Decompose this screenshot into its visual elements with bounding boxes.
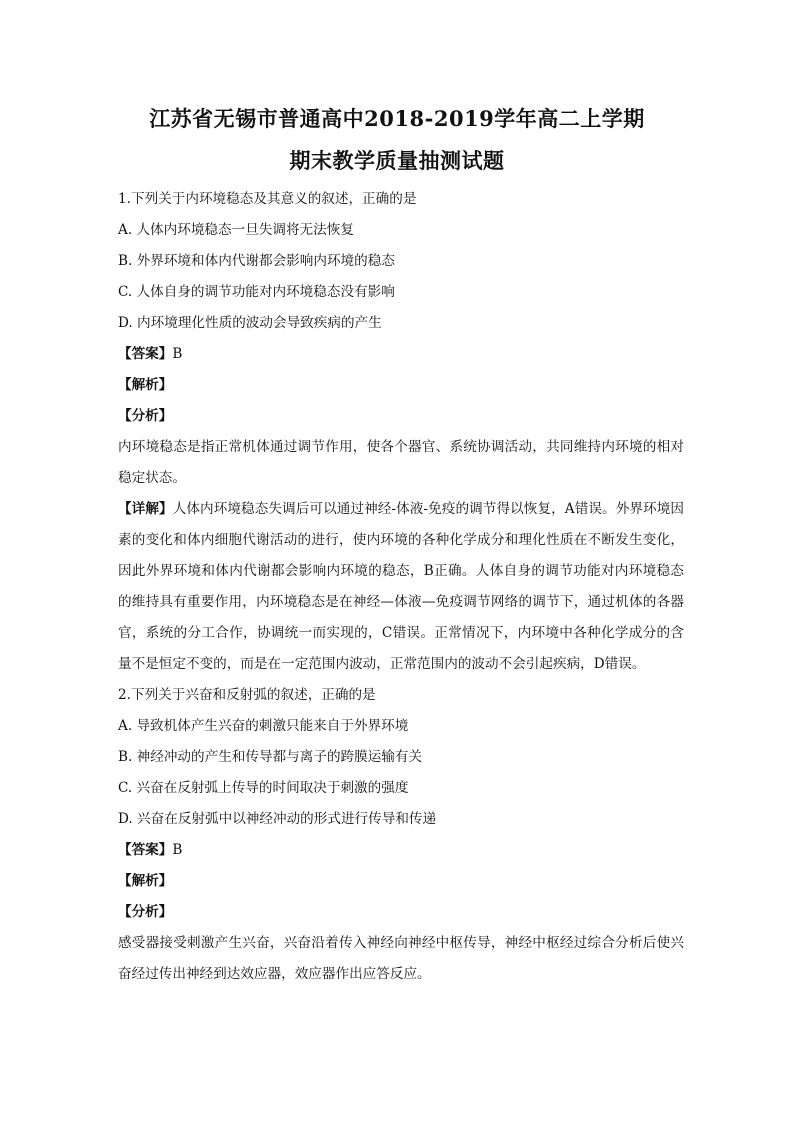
q1-detail-text: 人体内环境稳态失调后可以通过神经-体液-免疫的调节得以恢复，A错误。外界环境因素的变化和体内细胞代谢活动的进行，使内环境的各种化学成分和理化性质在不断发生变化，因此外界环境和体内代谢都会影响内环境的稳态，B正确。人体自身的调节功能对内环境稳态的维持具有重要作用，内环境稳态是在神经—体液—免疫调节网络的调节下，通过机体的各器官，系统的分工合作，协调统一而实现的，C错误。正常情况下，内环境中各种化学成分的含量不是恒定不变的，而是在一定范围内波动，正常范围内的波动不会引起疾病，D错误。 [118, 501, 684, 672]
q1-option-a: A. 人体内环境稳态一旦失调将无法恢复 [118, 222, 354, 238]
q2-fenxi-heading: 【分析】 [118, 904, 173, 920]
q2-option-a: A. 导致机体产生兴奋的刺激只能来自于外界环境 [118, 718, 409, 734]
q2-option-d: D. 兴奋在反射弧中以神经冲动的形式进行传导和传递 [118, 811, 437, 827]
document-title-line-1: 江苏省无锡市普通高中2018-2019学年高二上学期 [149, 106, 645, 131]
document-body [118, 184, 684, 990]
q2-analysis-heading: 【解析】 [118, 873, 173, 889]
q2-stem: 2.下列关于兴奋和反射弧的叙述，正确的是 [118, 687, 376, 703]
q2-option-c: C. 兴奋在反射弧上传导的时间取决于刺激的强度 [118, 780, 409, 796]
q1-analysis-heading: 【解析】 [118, 377, 173, 393]
q2-answer-label: 【答案】 [118, 842, 173, 858]
q2-answer-value: B [172, 842, 183, 858]
q1-stem: 1.下列关于内环境稳态及其意义的叙述，正确的是 [118, 191, 417, 207]
q1-detail-label: 【详解】 [118, 501, 173, 517]
q1-option-d: D. 内环境理化性质的波动会导致疾病的产生 [118, 315, 382, 331]
q1-answer [118, 339, 684, 370]
q2-option-b: B. 神经冲动的产生和传导都与离子的跨膜运输有关 [118, 749, 423, 765]
q1-answer-value: B [172, 346, 183, 362]
q1-fenxi-heading: 【分析】 [118, 408, 173, 424]
q2-fenxi-text: 感受器接受刺激产生兴奋，兴奋沿着传入神经向神经中枢传导，神经中枢经过综合分析后使兴奋经过传出神经到达效应器，效应器作出应答反应。 [118, 935, 684, 982]
q1-answer-label: 【答案】 [118, 346, 173, 362]
document-title-line-2: 期末教学质量抽测试题 [289, 148, 505, 173]
q1-detail [118, 494, 684, 680]
q1-option-c: C. 人体自身的调节功能对内环境稳态没有影响 [118, 284, 395, 300]
q2-answer [118, 835, 684, 866]
q1-fenxi-text: 内环境稳态是指正常机体通过调节作用，使各个器官、系统协调活动，共同维持内环境的相对稳定状态。 [118, 439, 684, 486]
q1-option-b: B. 外界环境和体内代谢都会影响内环境的稳态 [118, 253, 395, 269]
